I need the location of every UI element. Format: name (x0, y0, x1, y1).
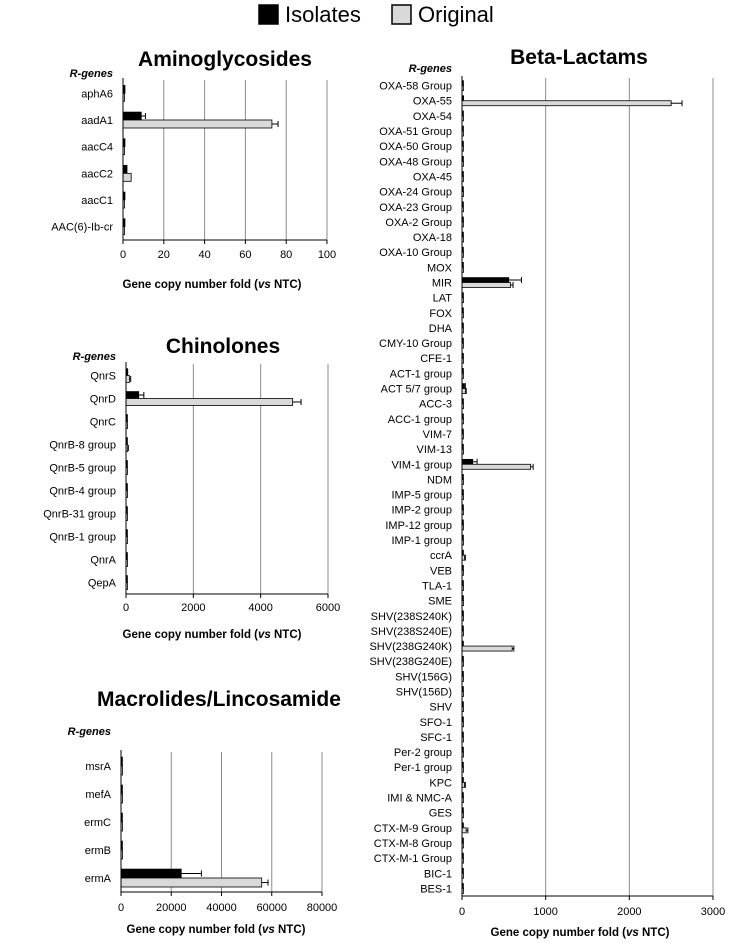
x-axis-label: Gene copy number fold (vs NTC) (122, 279, 302, 291)
bar-original-aada1 (123, 120, 272, 128)
bar-isolates-erma (121, 869, 181, 878)
category-label: OXA-2 Group (385, 216, 452, 229)
category-label: CTX-M-1 Group (373, 853, 452, 866)
panel-macrolides-lincosamide (68, 688, 341, 936)
bar-original-ctx-m-9-group (462, 828, 466, 833)
category-label: Per-2 group (393, 747, 452, 760)
category-label: OXA-54 (412, 110, 452, 123)
category-label: CTX-M-9 Group (373, 822, 452, 835)
category-label: IMP-1 group (391, 535, 452, 548)
panel-title: Chinolones (165, 335, 281, 358)
category-label: VEB (429, 565, 452, 578)
x-tick-label: 40000 (206, 902, 237, 914)
x-axis-label: Gene copy number fold (vs NTC) (122, 629, 302, 641)
category-label: QnrD (89, 393, 116, 406)
category-label: SHV(238S240E) (370, 625, 452, 638)
bar-original-aacc2 (123, 173, 131, 181)
category-label: ccrA (430, 550, 452, 563)
category-label: QnrS (90, 370, 116, 383)
category-label: FOX (429, 307, 452, 320)
category-label: OXA-18 (412, 232, 452, 245)
category-header: R-genes (69, 68, 113, 80)
bar-isolates-mir (462, 278, 509, 283)
x-tick-label: 0 (119, 249, 127, 261)
category-label: IMP-12 group (385, 519, 452, 532)
category-label: ACC-1 group (387, 413, 452, 426)
x-tick-label: 2000 (617, 906, 642, 918)
legend (259, 2, 494, 27)
category-label: aphA6 (81, 88, 113, 101)
bar-isolates-aacc2 (123, 165, 127, 173)
x-tick-label: 100 (317, 249, 337, 261)
panel-title: Macrolides/Lincosamide (97, 688, 341, 711)
x-tick-label: 4000 (248, 602, 273, 614)
bar-original-mir (462, 283, 511, 288)
category-label: SHV(238G240K) (369, 641, 452, 654)
x-tick-label: 6000 (315, 602, 341, 614)
category-label: QnrB-1 group (49, 531, 116, 544)
category-label: msrA (85, 761, 111, 773)
category-label: NDM (426, 474, 452, 487)
category-label: QnrB-4 group (49, 485, 116, 498)
category-label: OXA-23 Group (379, 201, 452, 214)
category-label: LAT (432, 292, 452, 305)
bar-isolates-vim-1-group (462, 459, 473, 464)
bar-original-vim-1-group (462, 464, 531, 469)
category-label: mefA (85, 789, 111, 801)
category-label: BIC-1 (423, 868, 452, 881)
category-label: ermB (84, 845, 111, 857)
category-label: SHV(238S240K) (370, 610, 452, 623)
category-label: IMI & NMC-A (387, 792, 452, 805)
category-label: OXA-48 Group (379, 156, 452, 169)
category-label: QnrA (90, 554, 116, 567)
category-label: ermC (84, 817, 111, 829)
legend-label-original: Original (418, 2, 494, 27)
category-label: CFE-1 (420, 353, 452, 366)
category-label: AAC(6)-Ib-cr (51, 221, 113, 234)
category-label: SHV(238G240E) (369, 656, 452, 669)
bar-original-erma (121, 878, 262, 887)
category-label: IMP-5 group (391, 489, 452, 502)
bar-original-shv-238g240k (462, 646, 512, 651)
category-label: VIM-1 group (391, 459, 452, 472)
panel-aminoglycosides (51, 48, 336, 291)
bar-isolates-qnrd (126, 392, 139, 399)
bar-original-act-5-7-group (462, 389, 465, 394)
category-label: MOX (426, 262, 452, 275)
category-label: SFC-1 (420, 731, 452, 744)
category-label: OXA-24 Group (379, 186, 452, 199)
category-label: QnrB-5 group (49, 462, 116, 475)
x-axis-label: Gene copy number fold (vs NTC) (126, 924, 306, 936)
category-label: VIM-7 (422, 428, 452, 441)
category-label: OXA-55 (412, 95, 452, 108)
x-tick-label: 20 (157, 249, 170, 261)
category-label: QnrB-8 group (49, 439, 116, 452)
x-tick-label: 0 (122, 602, 130, 614)
category-label: SFO-1 (419, 716, 452, 729)
category-label: QnrB-31 group (43, 508, 116, 521)
category-label: aacC4 (81, 141, 113, 154)
x-tick-label: 80 (280, 249, 293, 261)
category-label: TLA-1 (422, 580, 452, 593)
x-axis-label: Gene copy number fold (vs NTC) (490, 927, 670, 939)
category-label: SME (428, 595, 452, 608)
category-label: QnrC (89, 416, 116, 429)
category-label: CTX-M-8 Group (373, 837, 452, 850)
x-tick-label: 0 (458, 906, 466, 918)
category-header: R-genes (408, 63, 452, 75)
category-label: ACC-3 (418, 398, 452, 411)
category-label: ACT-1 group (389, 368, 452, 381)
panel-title: Beta-Lactams (510, 46, 648, 69)
category-header: R-genes (67, 726, 111, 738)
category-label: GES (428, 807, 452, 820)
x-tick-label: 0 (117, 902, 125, 914)
panel-beta-lactams (369, 46, 725, 939)
legend-label-isolates: Isolates (285, 2, 361, 27)
category-label: ACT 5/7 group (380, 383, 452, 396)
x-tick-label: 60 (239, 249, 252, 261)
category-label: aacC1 (81, 195, 113, 207)
category-label: aadA1 (81, 115, 113, 127)
x-tick-label: 1000 (533, 906, 558, 918)
category-label: SHV (429, 701, 452, 714)
x-tick-label: 20000 (155, 902, 187, 914)
category-label: MIR (431, 277, 452, 290)
legend-swatch-isolates (259, 5, 278, 24)
x-tick-label: 60000 (256, 902, 288, 914)
x-tick-label: 3000 (700, 906, 726, 918)
x-tick-label: 2000 (181, 602, 206, 614)
category-label: DHA (428, 322, 452, 335)
category-label: OXA-50 Group (379, 141, 452, 154)
category-label: VIM-13 (416, 444, 452, 457)
category-label: OXA-51 Group (379, 126, 452, 139)
category-label: QepA (87, 577, 116, 590)
bar-isolates-aada1 (123, 112, 141, 120)
legend-swatch-original (392, 5, 411, 24)
bar-original-oxa-55 (462, 101, 671, 106)
panel-title: Aminoglycosides (138, 48, 312, 71)
panel-chinolones (43, 335, 340, 641)
category-label: BES-1 (420, 883, 452, 896)
category-label: CMY-10 Group (379, 338, 452, 351)
category-label: IMP-2 group (391, 504, 452, 517)
category-header: R-genes (72, 351, 116, 363)
bar-original-qnrd (126, 399, 293, 406)
x-tick-label: 40 (198, 249, 211, 261)
x-tick-label: 80000 (306, 902, 338, 914)
category-label: aacC2 (81, 168, 113, 181)
category-label: OXA-10 Group (379, 247, 452, 260)
category-label: ermA (84, 873, 111, 885)
category-label: SHV(156G) (395, 671, 452, 684)
category-label: Per-1 group (393, 762, 452, 775)
bar-original-qnrs (126, 376, 129, 383)
category-label: OXA-45 (412, 171, 452, 184)
category-label: OXA-58 Group (379, 80, 452, 93)
category-label: SHV(156D) (395, 686, 452, 699)
category-label: KPC (429, 777, 452, 790)
